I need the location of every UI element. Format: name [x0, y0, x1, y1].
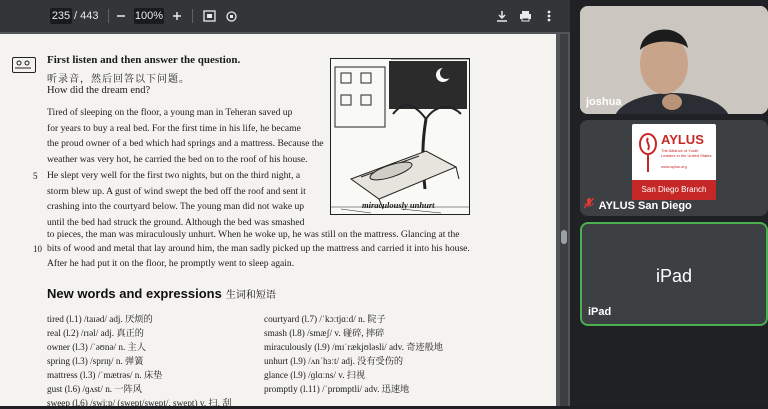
illustration-caption: miraculously unhurt [362, 200, 435, 210]
vocab-item: mattress (l.3) /ˈmætrəs/ n. 床垫 [47, 370, 163, 380]
story-illustration [330, 58, 470, 215]
vocab-item: sweep (l.6) /swiːp/ (swept/swept/, swept) v. 扫, 刮 [47, 398, 232, 408]
scrollbar-thumb[interactable] [561, 230, 567, 244]
vocab-item: gust (l.6) /ɡʌst/ n. 一阵风 [47, 384, 142, 394]
vocab-item: glance (l.9) /ɡlɑːns/ v. 扫视 [264, 370, 366, 380]
vocab-item: promptly (l.11) /ˈprɒmptli/ adv. 迅速地 [264, 384, 410, 394]
page-number-input[interactable]: 235 [51, 10, 71, 22]
paragraph-line: He slept very well for the first two nights, but on the third night, a [47, 170, 301, 181]
new-words-title [47, 286, 276, 301]
participant-name: iPad [588, 306, 612, 318]
aylus-title: AYLUS [661, 132, 704, 147]
exercise-question: How did the dream end? [47, 85, 151, 96]
aylus-url: www.aylus.org [661, 164, 687, 169]
participant-tile-joshua[interactable] [580, 6, 768, 114]
paragraph-line: to pieces, the man was miraculously unhurt. When he woke up, he was still on the mattress. Glancing at the [47, 229, 460, 240]
torch-icon [636, 132, 660, 174]
more-vert-icon[interactable] [540, 7, 558, 25]
exercise-heading-zh: 听录音，然后回答以下问题。 [47, 74, 190, 85]
paragraph-line: crashing into the courtyard below. The young man did not wake up [47, 201, 305, 212]
vocab-item: unhurt (l.9) /ʌnˈhɜːt/ adj. 没有受伤的 [264, 356, 404, 366]
aylus-subtitle: The Alliance of Youth Leaders in the United States [661, 148, 712, 158]
paragraph-line: weather was very hot, he carried the bed on to the roof of his house. [47, 154, 308, 165]
scrollbar-track[interactable] [560, 34, 568, 406]
line-number: 5 [33, 171, 38, 181]
rotate-icon[interactable] [222, 7, 240, 25]
vocab-item: spring (l.3) /sprɪŋ/ n. 弹簧 [47, 356, 144, 366]
vocab-item: real (l.2) /rɪəl/ adj. 真正的 [47, 328, 144, 338]
paragraph-line: bits of wood and metal that lay around him, the man sadly picked up the mattress and carried it into his house. [47, 243, 470, 254]
print-icon[interactable] [516, 7, 534, 25]
participant-name: AYLUS San Diego [598, 200, 692, 212]
paragraph-line: storm blew up. A gust of wind swept the bed off the roof and sent it [47, 186, 306, 197]
paragraph-line: the proud owner of a bed which had springs and a mattress. Because the [47, 138, 324, 149]
vocab-item: courtyard (l.7) /ˈkɔːtjɑːd/ n. 院子 [264, 314, 386, 324]
vocab-item: tired (l.1) /taɪəd/ adj. 厌烦的 [47, 314, 153, 324]
cassette-icon [12, 57, 36, 73]
toolbar-divider [192, 9, 193, 23]
aylus-branch: San Diego Branch [632, 180, 716, 200]
paragraph-line: for years to buy a real bed. For the first time in his life, he became [47, 123, 301, 134]
line-number: 10 [33, 244, 42, 254]
participant-name: joshua [586, 96, 622, 108]
download-icon[interactable] [493, 7, 511, 25]
mic-muted-icon [584, 198, 596, 212]
aylus-logo [632, 124, 716, 200]
pdf-toolbar [0, 0, 570, 32]
vocab-item: smash (l.8) /smæʃ/ v. 碰碎, 摔碎 [264, 328, 385, 338]
participant-display-name: iPad [655, 266, 693, 286]
participant-tile-ipad[interactable] [580, 222, 768, 326]
fit-page-icon[interactable] [200, 7, 218, 25]
plus-icon[interactable] [168, 7, 186, 25]
participant-name-row [584, 198, 692, 212]
page-total: / 443 [74, 10, 99, 22]
participant-tile-aylus[interactable] [580, 120, 768, 216]
vocab-item: miraculously (l.9) /mɪˈrækjʊləsli/ adv. 奇迹般地 [264, 342, 443, 352]
new-words-title-en: New words and expressions [47, 286, 222, 301]
new-words-title-zh: 生词和短语 [225, 290, 276, 301]
vocab-item: owner (l.3) /ˈəʊnə/ n. 主人 [47, 342, 146, 352]
paragraph-line: After he had put it on the floor, he promptly went to sleep again. [47, 258, 295, 269]
toolbar-divider [108, 9, 109, 23]
paragraph-line: until the bed had struck the ground. Although the bed was smashed [47, 217, 305, 228]
minus-icon[interactable] [112, 7, 130, 25]
exercise-heading: First listen and then answer the question. [47, 54, 241, 66]
paragraph-line: Tired of sleeping on the floor, a young man in Teheran saved up [47, 107, 293, 118]
zoom-input[interactable]: 100% [134, 10, 164, 22]
